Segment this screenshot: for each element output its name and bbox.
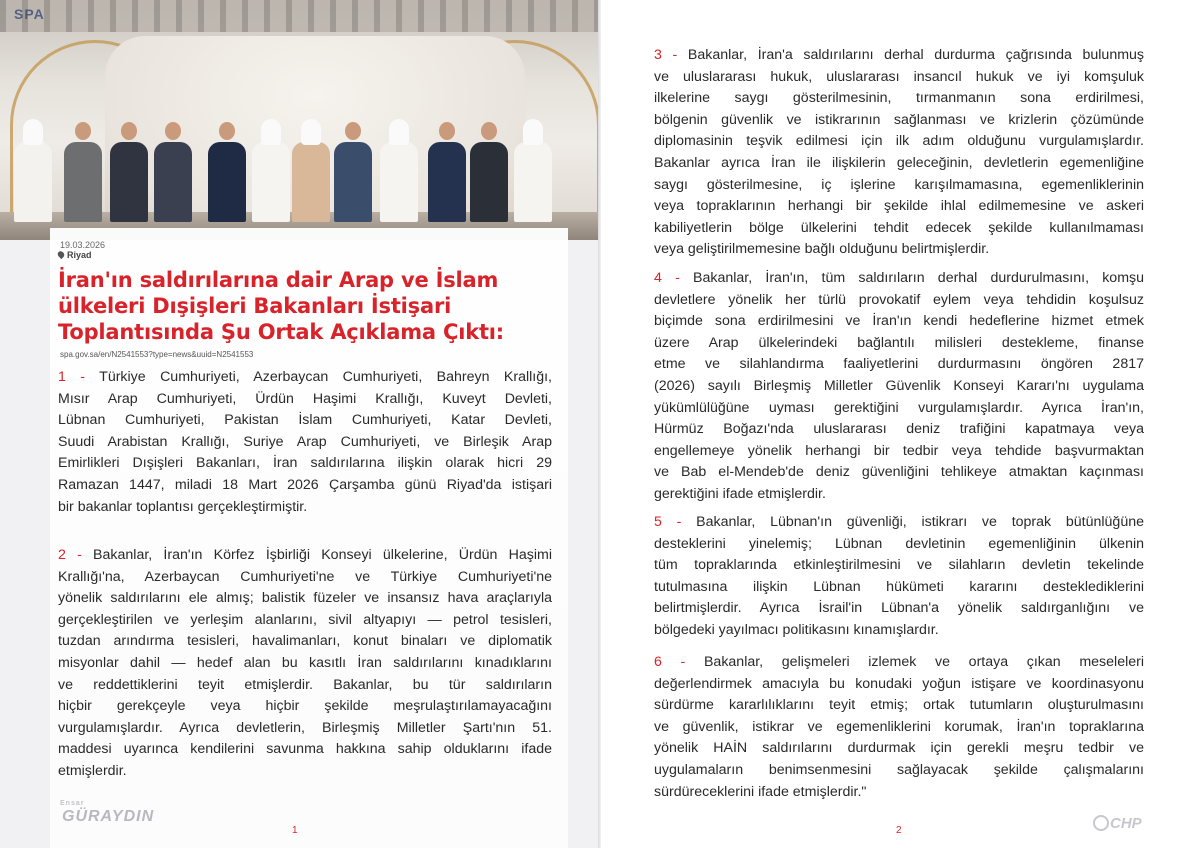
paragraph-text: sürdürme kararlılıklarını teyit etmiş; ortak tutumların oluşturulmasını bbox=[654, 697, 1144, 714]
person-head bbox=[121, 122, 137, 140]
paragraph-line bbox=[58, 588, 552, 610]
paragraph-number: 6 - bbox=[654, 654, 686, 670]
person-body bbox=[14, 142, 52, 222]
paragraph-line bbox=[58, 432, 552, 454]
paragraph-text: Türkiye Cumhuriyeti, Azerbaycan Cumhuriyeti, Bahreyn Krallığı, bbox=[85, 369, 552, 385]
paragraph-line bbox=[654, 598, 1144, 620]
paragraph-line bbox=[58, 545, 552, 567]
paragraph-text: Krallığı'na, Azerbaycan Cumhuriyeti'ne ve Türkiye Cumhuriyeti'ne bbox=[58, 568, 552, 585]
paragraph-text: belirtmişlerdir. Ayrıca İsrail'in Lübnan'a yönelik saldırganlığını ve bbox=[654, 600, 1144, 617]
ministers-group-photo bbox=[0, 0, 598, 240]
paragraph-line bbox=[654, 419, 1144, 441]
paragraph-line bbox=[58, 675, 552, 697]
paragraph-line bbox=[58, 739, 552, 761]
paragraph-number: 1 - bbox=[58, 369, 86, 385]
paragraph-text: Bakanlar ayrıca İran ile ilişkilerin geleceğinin, devletlerin egemenliğine bbox=[654, 154, 1144, 171]
paragraph-line bbox=[654, 398, 1144, 420]
paragraph-text: tutulmasına ilişkin Lübnan hükümeti kararını desteklediklerini bbox=[654, 578, 1144, 595]
paragraph-line bbox=[654, 555, 1144, 577]
paragraph-line bbox=[654, 311, 1144, 333]
headdress bbox=[389, 119, 409, 145]
paragraph-line bbox=[654, 376, 1144, 398]
person-head bbox=[219, 122, 235, 140]
paragraph-line bbox=[58, 389, 552, 411]
person-figure bbox=[252, 122, 290, 222]
paragraph-text: (2026) sayılı Birleşmiş Milletler Güvenlik Konseyi Kararı'nı uygulama bbox=[654, 377, 1144, 394]
paragraph-line bbox=[654, 738, 1144, 760]
person-head bbox=[345, 122, 361, 140]
paragraph-text: maddesi uyarınca kendilerini savunma hakkına sahip olduklarını ifade bbox=[58, 741, 552, 758]
paragraph-text: etme ve silahlandırma faaliyetlerini durdurmasını öngören 2817 bbox=[654, 356, 1144, 373]
signature-small-text: Ensar bbox=[60, 800, 85, 807]
person-figure bbox=[64, 122, 102, 222]
signature-text: GÜRAYDIN bbox=[62, 808, 155, 825]
paragraph-line bbox=[654, 782, 1144, 804]
article-location bbox=[58, 250, 92, 260]
paragraph-text: desteklerini yinelemiş; Lübnan devletinin egemenliğinin ülkenin bbox=[654, 535, 1144, 552]
page-number-right: 2 bbox=[896, 825, 902, 836]
paragraph-text: ve Bab el-Mendeb'de deniz güvenliğini tehlikeye atmaktan kaçınması bbox=[654, 464, 1144, 481]
paragraph-text: ve uluslararası hukuk, uluslararası insancıl hukuk ve iyi komşuluk bbox=[654, 68, 1144, 85]
paragraph-1 bbox=[58, 367, 552, 518]
title-line: İran'ın saldırılarına dair Arap ve İslam bbox=[58, 268, 499, 292]
person-body bbox=[110, 142, 148, 222]
paragraph-line bbox=[654, 695, 1144, 717]
person-body bbox=[64, 142, 102, 222]
paragraph-text: ilkelerine saygı gösterilmesinin, tırmanmanın sona erdirilmesi, bbox=[654, 90, 1144, 107]
headdress bbox=[523, 119, 543, 145]
paragraph-line bbox=[654, 512, 1144, 534]
paragraph-line bbox=[58, 761, 552, 783]
headdress bbox=[23, 119, 43, 145]
paragraph-line bbox=[654, 196, 1144, 218]
photo-agency-logo: SPA bbox=[14, 6, 45, 22]
paragraph-line bbox=[654, 674, 1144, 696]
person-body bbox=[428, 142, 466, 222]
paragraph-text: etmişlerdir. bbox=[58, 762, 127, 779]
left-page bbox=[0, 0, 598, 848]
person-body bbox=[470, 142, 508, 222]
paragraph-number: 5 - bbox=[654, 514, 682, 530]
paragraph-text: misyonlar dahil — hedef alan bu kasıtlı İran saldırılarını kınadıklarını bbox=[58, 654, 552, 671]
paragraph-line bbox=[58, 610, 552, 632]
location-label: Riyad bbox=[67, 250, 92, 260]
paragraph-line bbox=[58, 367, 552, 389]
paragraph-line bbox=[654, 484, 1144, 506]
person-figure bbox=[14, 122, 52, 222]
paragraph-line bbox=[654, 534, 1144, 556]
person-figure bbox=[470, 122, 508, 222]
person-body bbox=[292, 142, 330, 222]
paragraph-text: Ramazan 1447, miladi 18 Mart 2026 Çarşamba günü Riyad'da istişari bbox=[58, 476, 552, 493]
paragraph-line bbox=[654, 218, 1144, 240]
paragraph-text: Emirlikleri Dışişleri Bakanları, İran saldırılarına ilişkin olarak hicri 29 bbox=[58, 455, 552, 472]
paragraph-text: saygı gösterilmesine, iç işlerine karışılmamasına, egemenliklerinin bbox=[654, 176, 1144, 193]
paragraph-6 bbox=[654, 652, 1144, 803]
paragraph-text: devletlere yönelik her türlü provokatif eylem veya tehdidin koşulsuz bbox=[654, 291, 1144, 308]
paragraph-text: kabiliyetlerin bölge ülkelerini tehdit edecek şekilde kullanılmaması bbox=[654, 219, 1144, 236]
paragraph-line bbox=[654, 153, 1144, 175]
paragraph-text: Suudi Arabistan Krallığı, Suriye Arap Cumhuriyeti, ve Birleşik Arap bbox=[58, 433, 552, 450]
headdress bbox=[261, 119, 281, 145]
paragraph-number: 4 - bbox=[654, 270, 680, 286]
paragraph-text: biçimde sona erdirilmesini ve İran'ın kendi hedeflerine hizmet etmek bbox=[654, 313, 1144, 330]
person-body bbox=[380, 142, 418, 222]
paragraph-line bbox=[654, 717, 1144, 739]
headdress bbox=[301, 119, 321, 145]
paragraph-line bbox=[654, 290, 1144, 312]
person-figure bbox=[380, 122, 418, 222]
paragraph-line bbox=[654, 620, 1144, 642]
paragraph-text: Bakanlar, Lübnan'ın güvenliği, istikrarı ve toprak bütünlüğüne bbox=[681, 514, 1144, 530]
paragraph-line bbox=[654, 45, 1144, 67]
paragraph-text: yönelik saldırılarını ele almış; balistik füzeler ve insansız hava araçlarıyla bbox=[58, 590, 552, 607]
paragraph-text: Bakanlar, gelişmeleri izlemek ve ortaya çıkan meseleleri bbox=[685, 654, 1145, 670]
person-figure bbox=[292, 122, 330, 222]
paragraph-line bbox=[58, 631, 552, 653]
paragraph-number: 3 - bbox=[654, 47, 678, 63]
paragraph-line bbox=[654, 441, 1144, 463]
paragraph-text: veya topraklarının herhangi bir şekilde ihlal edilmemesine ve askeri bbox=[654, 198, 1144, 215]
paragraph-text: vurgulamışlardır. Ayrıca devletlerin, Birleşmiş Milletler Şartı'nın 51. bbox=[58, 719, 552, 736]
paragraph-line bbox=[58, 453, 552, 475]
author-signature bbox=[60, 800, 155, 826]
title-line: Toplantısında Şu Ortak Açıklama Çıktı: bbox=[58, 320, 505, 344]
source-link[interactable]: spa.gov.sa/en/N2541553?type=news&uuid=N2541553 bbox=[60, 350, 254, 359]
chp-logo: CHP bbox=[1110, 815, 1142, 832]
paragraph-text: engellemeye yönelik herhangi bir tedbir veya tehdide başvurmaktan bbox=[654, 442, 1144, 459]
paragraph-line bbox=[654, 760, 1144, 782]
paragraph-4 bbox=[654, 268, 1144, 506]
person-body bbox=[154, 142, 192, 222]
person-body bbox=[514, 142, 552, 222]
paragraph-line bbox=[654, 462, 1144, 484]
person-head bbox=[439, 122, 455, 140]
person-figure bbox=[428, 122, 466, 222]
paragraph-text: Lübnan Cumhuriyeti, Pakistan İslam Cumhuriyeti, Katar Devleti, bbox=[58, 412, 552, 429]
person-head bbox=[75, 122, 91, 140]
paragraph-line bbox=[58, 475, 552, 497]
page-number-left: 1 bbox=[292, 825, 298, 836]
paragraph-3 bbox=[654, 45, 1144, 261]
paragraph-line bbox=[58, 497, 552, 519]
paragraph-text: Hürmüz Boğazı'nda uluslararası deniz trafiğini kapatmaya veya bbox=[654, 421, 1144, 438]
paragraph-line bbox=[654, 577, 1144, 599]
paragraph-line bbox=[654, 67, 1144, 89]
paragraph-text: gerçekleştirilen ve yerleşim alanlarını, sivil altyapıyı — petrol tesisleri, bbox=[58, 611, 552, 628]
person-figure bbox=[154, 122, 192, 222]
article-title bbox=[58, 267, 558, 345]
person-head bbox=[165, 122, 181, 140]
paragraph-text: bir bakanlar toplantısı gerçekleştirmiştir. bbox=[58, 498, 308, 515]
paragraph-text: sürdüreceklerini ifade etmişlerdir." bbox=[654, 783, 867, 800]
paragraph-text: hiçbir gerekçeyle veya hiçbir şekilde meşrulaştırılamayacağını bbox=[58, 698, 552, 715]
paragraph-line bbox=[654, 333, 1144, 355]
location-pin-icon bbox=[56, 250, 65, 259]
paragraph-text: tüm topraklarında etkinleştirilmesini ve silahların devletin tekelinde bbox=[654, 557, 1144, 574]
person-head bbox=[481, 122, 497, 140]
paragraph-line bbox=[58, 696, 552, 718]
paragraph-line bbox=[654, 268, 1144, 290]
person-figure bbox=[514, 122, 552, 222]
paragraph-line bbox=[654, 88, 1144, 110]
person-body bbox=[252, 142, 290, 222]
paragraph-text: bölgedeki yayılmacı politikasını kınamışlardır. bbox=[654, 621, 939, 638]
paragraph-line bbox=[654, 652, 1144, 674]
person-figure bbox=[208, 122, 246, 222]
paragraph-text: veya geliştirilmemesine bağlı olduğunu belirtmişlerdir. bbox=[654, 241, 990, 258]
article-date: 19.03.2026 bbox=[60, 240, 106, 250]
paragraph-text: gerektiğini ifade etmişlerdir. bbox=[654, 485, 826, 502]
paragraph-line bbox=[58, 718, 552, 740]
paragraph-text: Mısır Arap Cumhuriyeti, Ürdün Haşimi Krallığı, Kuveyt Devleti, bbox=[58, 390, 552, 407]
paragraph-5 bbox=[654, 512, 1144, 642]
person-figure bbox=[110, 122, 148, 222]
paragraph-text: tuzdan arındırma tesisleri, havalimanları, konut binaları ve diplomatik bbox=[58, 633, 552, 650]
person-body bbox=[334, 142, 372, 222]
person-body bbox=[208, 142, 246, 222]
chp-arrows-icon bbox=[1093, 815, 1109, 831]
paragraph-2 bbox=[58, 545, 552, 783]
paragraph-text: ve güvenlik, istikrar ve egemenliklerini korumak, İran'ın topraklarına bbox=[654, 718, 1144, 735]
paragraph-text: Bakanlar, İran'ın, tüm saldırıların derhal durdurulmasını, komşu bbox=[679, 270, 1145, 286]
paragraph-text: bölgenin güvenlik ve istikrarının sağlanması ve krizlerin çözümünde bbox=[654, 111, 1144, 128]
paragraph-text: yönelik HAİN saldırılarını durdurmak için gerekli meşru tedbir ve bbox=[654, 740, 1144, 757]
paragraph-text: yükümlülüğüne uyması gerektiğini vurgulamışlardır. Ayrıca İran'ın, bbox=[654, 399, 1144, 416]
paragraph-text: Bakanlar, İran'a saldırılarını derhal durdurma çağrısında bulunmuş bbox=[677, 47, 1145, 63]
paragraph-text: Bakanlar, İran'ın Körfez İşbirliği Konseyi ülkelerine, Ürdün Haşimi bbox=[81, 547, 553, 563]
paragraph-text: uygulamaların benimsenmesini sağlayacak şekilde çalışmalarını bbox=[654, 761, 1144, 778]
paragraph-line bbox=[654, 175, 1144, 197]
paragraph-line bbox=[58, 567, 552, 589]
paragraph-text: ve reddettiklerini teyit etmişlerdir. Bakanlar, bu tür saldırıların bbox=[58, 676, 552, 693]
paragraph-text: diplomasinin teşvik edilmesi için ilk adım olduğunu vurgulamışlardır. bbox=[654, 133, 1144, 150]
person-figure bbox=[334, 122, 372, 222]
paragraph-text: üzere Arap ülkelerindeki bağlantılı milisleri destekleme, finanse bbox=[654, 334, 1144, 351]
paragraph-line bbox=[654, 239, 1144, 261]
paragraph-number: 2 - bbox=[58, 547, 82, 563]
paragraph-line bbox=[58, 653, 552, 675]
paragraph-line bbox=[654, 354, 1144, 376]
photo-ceiling bbox=[0, 0, 598, 32]
paragraph-line bbox=[58, 410, 552, 432]
title-line: ülkeleri Dışişleri Bakanları İstişari bbox=[58, 294, 452, 318]
paragraph-text: değerlendirmek amacıyla bu konudaki yoğun istişare ve koordinasyonu bbox=[654, 675, 1144, 692]
paragraph-line bbox=[654, 131, 1144, 153]
paragraph-line bbox=[654, 110, 1144, 132]
